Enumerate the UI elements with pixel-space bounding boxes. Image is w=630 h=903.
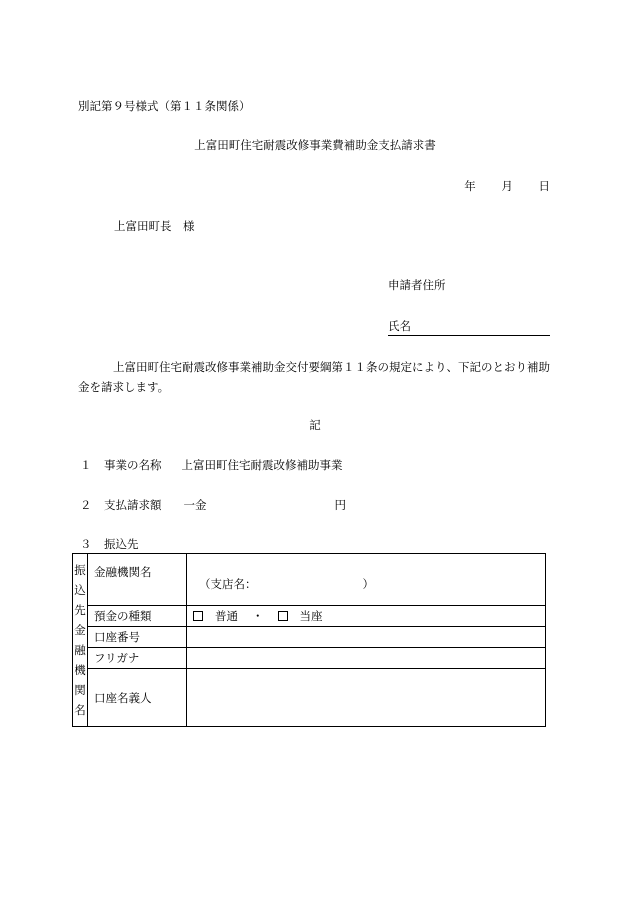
furigana-label: フリガナ	[88, 648, 187, 669]
date-day-label: 日	[538, 179, 550, 193]
date-month-label: 月	[501, 179, 513, 193]
amount-unit: 円	[334, 498, 346, 512]
item-request-amount	[80, 497, 346, 513]
item-label: 支払請求額	[104, 498, 162, 512]
branch-name-field[interactable]: （支店名： ）	[199, 577, 374, 591]
current-checkbox[interactable]	[278, 611, 288, 621]
item-label: 事業の名称	[104, 458, 162, 472]
document-title: 上富田町住宅耐震改修事業費補助金支払請求書	[194, 138, 436, 152]
item-number: ２	[80, 498, 92, 512]
form-reference: 別記第９号様式（第１１条関係）	[78, 99, 251, 113]
addressee: 上富田町長 様	[114, 219, 195, 233]
date-year-label: 年	[464, 179, 476, 193]
ordinary-option[interactable]: 普通	[193, 608, 238, 624]
bank-account-table	[72, 553, 546, 727]
furigana-field[interactable]	[187, 648, 546, 669]
bank-name-field[interactable]	[187, 554, 546, 606]
applicant-address-label: 申請者住所	[388, 278, 446, 292]
side-label: 振 込 先 金 融 機 関 名	[73, 554, 88, 727]
deposit-type-label: 預金の種類	[88, 606, 187, 627]
current-option[interactable]: 当座	[278, 608, 323, 624]
ordinary-checkbox[interactable]	[193, 611, 203, 621]
account-number-label: 口座番号	[88, 627, 187, 648]
account-holder-field[interactable]	[187, 669, 546, 727]
bank-name-label: 金融機関名	[88, 554, 187, 606]
item-label: 振込先	[104, 537, 139, 551]
applicant-name-field[interactable]	[388, 318, 550, 336]
account-number-field[interactable]	[187, 627, 546, 648]
option-separator: ・	[252, 609, 264, 623]
ki-heading: 記	[309, 418, 321, 432]
item-number: １	[80, 458, 92, 472]
account-holder-label: 口座名義人	[88, 669, 187, 727]
date-line	[464, 178, 550, 194]
amount-prefix: 一金	[183, 498, 207, 512]
applicant-name-label: 氏名	[388, 319, 411, 333]
item-number: ３	[80, 537, 92, 551]
request-statement: 上富田町住宅耐震改修事業補助金交付要綱第１１条の規定により、下記のとおり補助金を請求します。	[78, 360, 550, 394]
project-name-value: 上富田町住宅耐震改修補助事業	[181, 458, 343, 472]
deposit-type-options	[187, 606, 546, 627]
item-project-name	[80, 457, 343, 473]
item-transfer-destination	[80, 536, 139, 552]
